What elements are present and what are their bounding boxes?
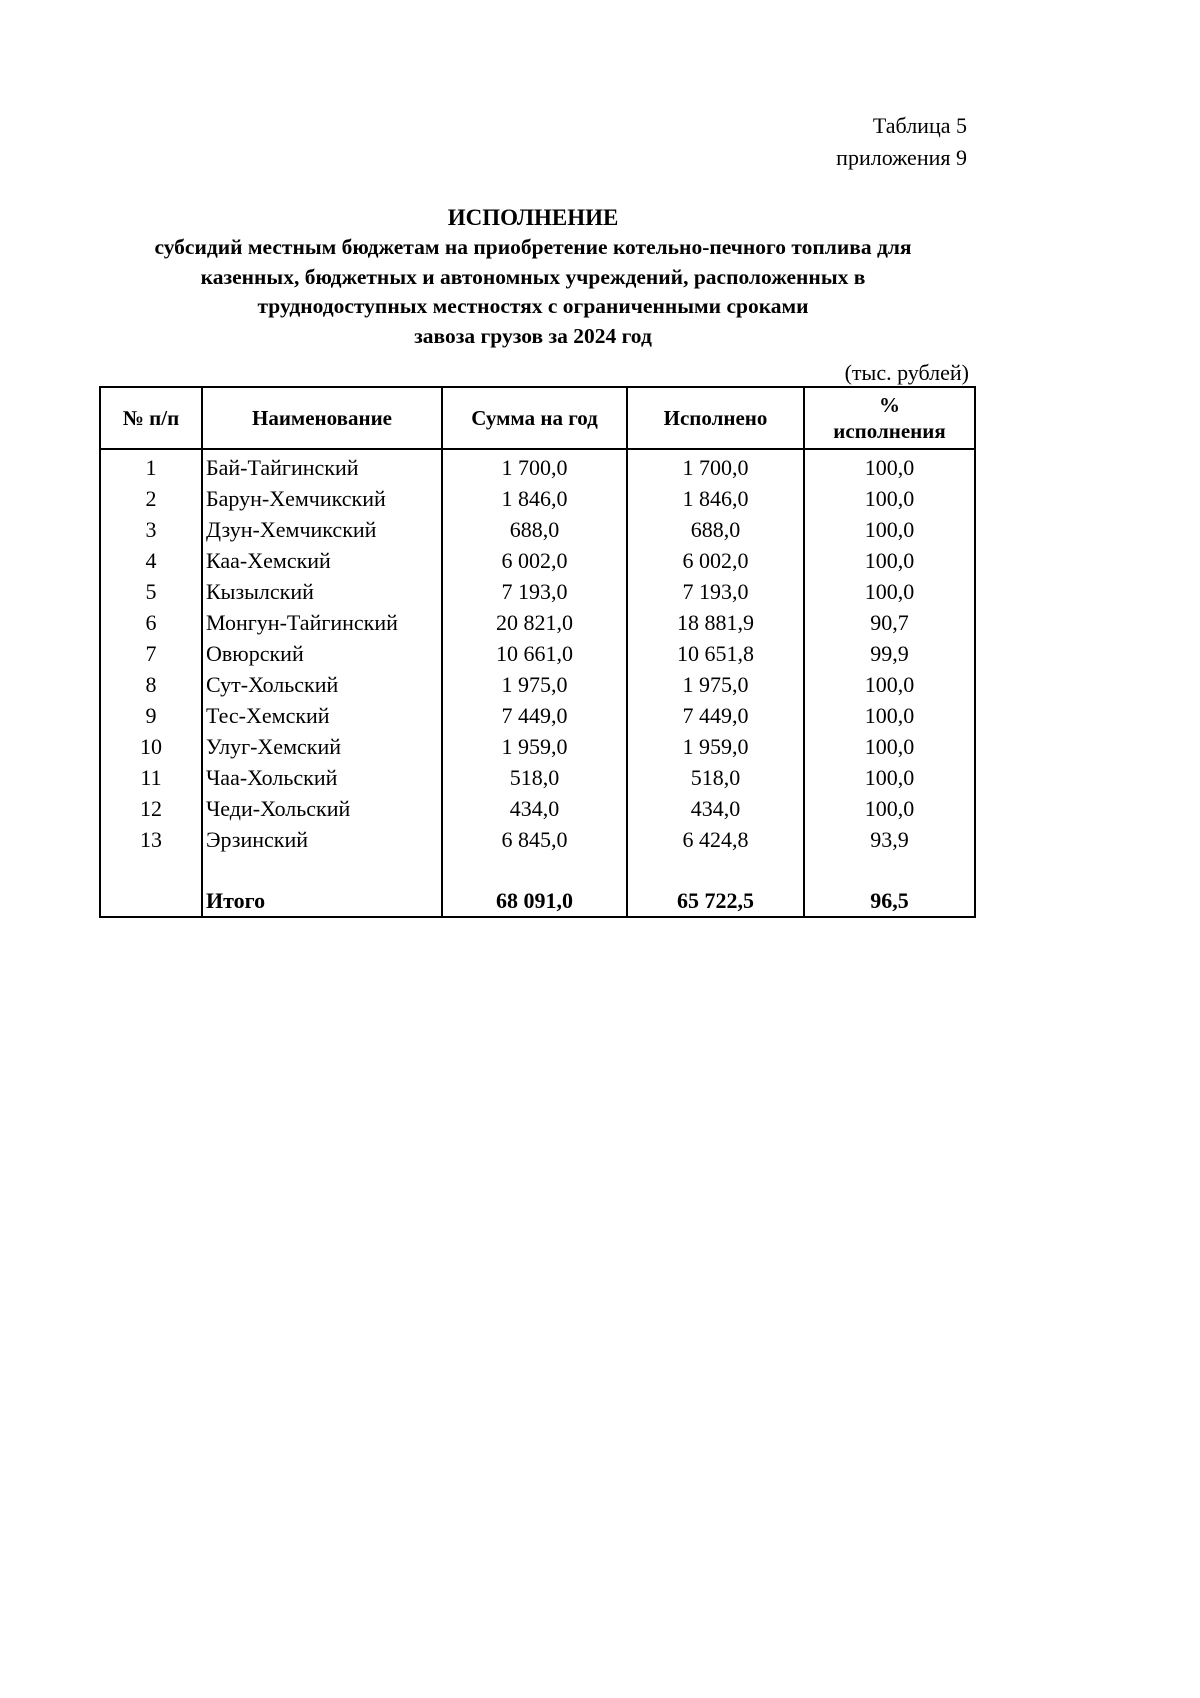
- table-row: [100, 793, 975, 824]
- row-planned: 6 002,0: [442, 545, 627, 576]
- row-name: Барун-Хемчикский: [202, 483, 442, 514]
- table-header-row: [100, 387, 975, 449]
- table-row: [100, 700, 975, 731]
- total-label: Итого: [202, 886, 442, 917]
- row-name: Дзун-Хемчикский: [202, 514, 442, 545]
- row-percent: 100,0: [804, 669, 975, 700]
- total-percent: 96,5: [804, 886, 975, 917]
- row-name: Тес-Хемский: [202, 700, 442, 731]
- table-row: [100, 514, 975, 545]
- row-percent: 100,0: [804, 731, 975, 762]
- row-planned: 10 661,0: [442, 638, 627, 669]
- row-percent: 100,0: [804, 793, 975, 824]
- row-planned: 6 845,0: [442, 824, 627, 855]
- row-name: Кызылский: [202, 576, 442, 607]
- row-name: Овюрский: [202, 638, 442, 669]
- row-name: Чеди-Хольский: [202, 793, 442, 824]
- row-number: 10: [100, 731, 202, 762]
- row-executed: 6 002,0: [627, 545, 804, 576]
- row-executed: 434,0: [627, 793, 804, 824]
- table-row: [100, 669, 975, 700]
- total-row: [100, 886, 975, 917]
- row-executed: 7 449,0: [627, 700, 804, 731]
- row-name: Бай-Тайгинский: [202, 449, 442, 483]
- row-planned: 7 449,0: [442, 700, 627, 731]
- row-percent: 100,0: [804, 700, 975, 731]
- row-name: Монгун-Тайгинский: [202, 607, 442, 638]
- document-heading: [100, 203, 966, 351]
- table-row: [100, 607, 975, 638]
- row-executed: 6 424,8: [627, 824, 804, 855]
- units-label: (тыс. рублей): [844, 360, 969, 385]
- table-caption: [836, 110, 967, 174]
- row-number: 9: [100, 700, 202, 731]
- row-executed: 18 881,9: [627, 607, 804, 638]
- table-row: [100, 449, 975, 483]
- row-executed: 688,0: [627, 514, 804, 545]
- document-subtitle: [100, 233, 966, 351]
- row-planned: 20 821,0: [442, 607, 627, 638]
- row-executed: 10 651,8: [627, 638, 804, 669]
- row-name: Эрзинский: [202, 824, 442, 855]
- header-percent-sign: %: [879, 393, 900, 417]
- row-number: 1: [100, 449, 202, 483]
- row-number: 5: [100, 576, 202, 607]
- header-percent-label: исполнения: [833, 419, 946, 443]
- subsidy-execution-table: [99, 386, 976, 918]
- row-executed: 1 975,0: [627, 669, 804, 700]
- row-planned: 688,0: [442, 514, 627, 545]
- table-row: [100, 545, 975, 576]
- row-percent: 100,0: [804, 545, 975, 576]
- row-planned: 1 959,0: [442, 731, 627, 762]
- table-row: [100, 576, 975, 607]
- row-percent: 90,7: [804, 607, 975, 638]
- row-planned: 1 846,0: [442, 483, 627, 514]
- row-percent: 100,0: [804, 576, 975, 607]
- table-row: [100, 762, 975, 793]
- row-planned: 1 700,0: [442, 449, 627, 483]
- subtitle-line: труднодоступных местностях с ограниченными сроками: [257, 294, 809, 318]
- row-name: Чаа-Хольский: [202, 762, 442, 793]
- row-number: 6: [100, 607, 202, 638]
- total-planned: 68 091,0: [442, 886, 627, 917]
- spacer-row: [100, 855, 975, 886]
- row-percent: 100,0: [804, 483, 975, 514]
- header-executed: Исполнено: [627, 387, 804, 449]
- row-executed: 1 846,0: [627, 483, 804, 514]
- row-name: Каа-Хемский: [202, 545, 442, 576]
- row-number: 4: [100, 545, 202, 576]
- row-number: 3: [100, 514, 202, 545]
- row-number: 11: [100, 762, 202, 793]
- row-planned: 7 193,0: [442, 576, 627, 607]
- table-row: [100, 824, 975, 855]
- subtitle-line: субсидий местным бюджетам на приобретение котельно-печного топлива для: [154, 235, 912, 259]
- row-number: 7: [100, 638, 202, 669]
- caption-table-number: Таблица 5: [872, 113, 967, 138]
- row-name: Улуг-Хемский: [202, 731, 442, 762]
- table-row: [100, 731, 975, 762]
- header-name: Наименование: [202, 387, 442, 449]
- row-number: 8: [100, 669, 202, 700]
- row-number: 13: [100, 824, 202, 855]
- row-executed: 7 193,0: [627, 576, 804, 607]
- row-number: 12: [100, 793, 202, 824]
- header-percent: [804, 387, 975, 449]
- header-number: № п/п: [100, 387, 202, 449]
- subtitle-line: казенных, бюджетных и автономных учреждений, расположенных в: [200, 264, 866, 289]
- total-number-cell: [100, 886, 202, 917]
- row-name: Сут-Хольский: [202, 669, 442, 700]
- subtitle-line: завоза грузов за 2024 год: [414, 323, 652, 348]
- row-percent: 93,9: [804, 824, 975, 855]
- header-planned: Сумма на год: [442, 387, 627, 449]
- row-executed: 518,0: [627, 762, 804, 793]
- row-percent: 99,9: [804, 638, 975, 669]
- row-executed: 1 959,0: [627, 731, 804, 762]
- table-row: [100, 483, 975, 514]
- row-planned: 518,0: [442, 762, 627, 793]
- row-planned: 434,0: [442, 793, 627, 824]
- row-planned: 1 975,0: [442, 669, 627, 700]
- caption-appendix-number: приложения 9: [836, 145, 967, 170]
- row-executed: 1 700,0: [627, 449, 804, 483]
- document-title: ИСПОЛНЕНИЕ: [447, 205, 619, 230]
- row-percent: 100,0: [804, 449, 975, 483]
- row-percent: 100,0: [804, 514, 975, 545]
- total-executed: 65 722,5: [627, 886, 804, 917]
- row-percent: 100,0: [804, 762, 975, 793]
- table-body: [100, 449, 975, 917]
- row-number: 2: [100, 483, 202, 514]
- table-row: [100, 638, 975, 669]
